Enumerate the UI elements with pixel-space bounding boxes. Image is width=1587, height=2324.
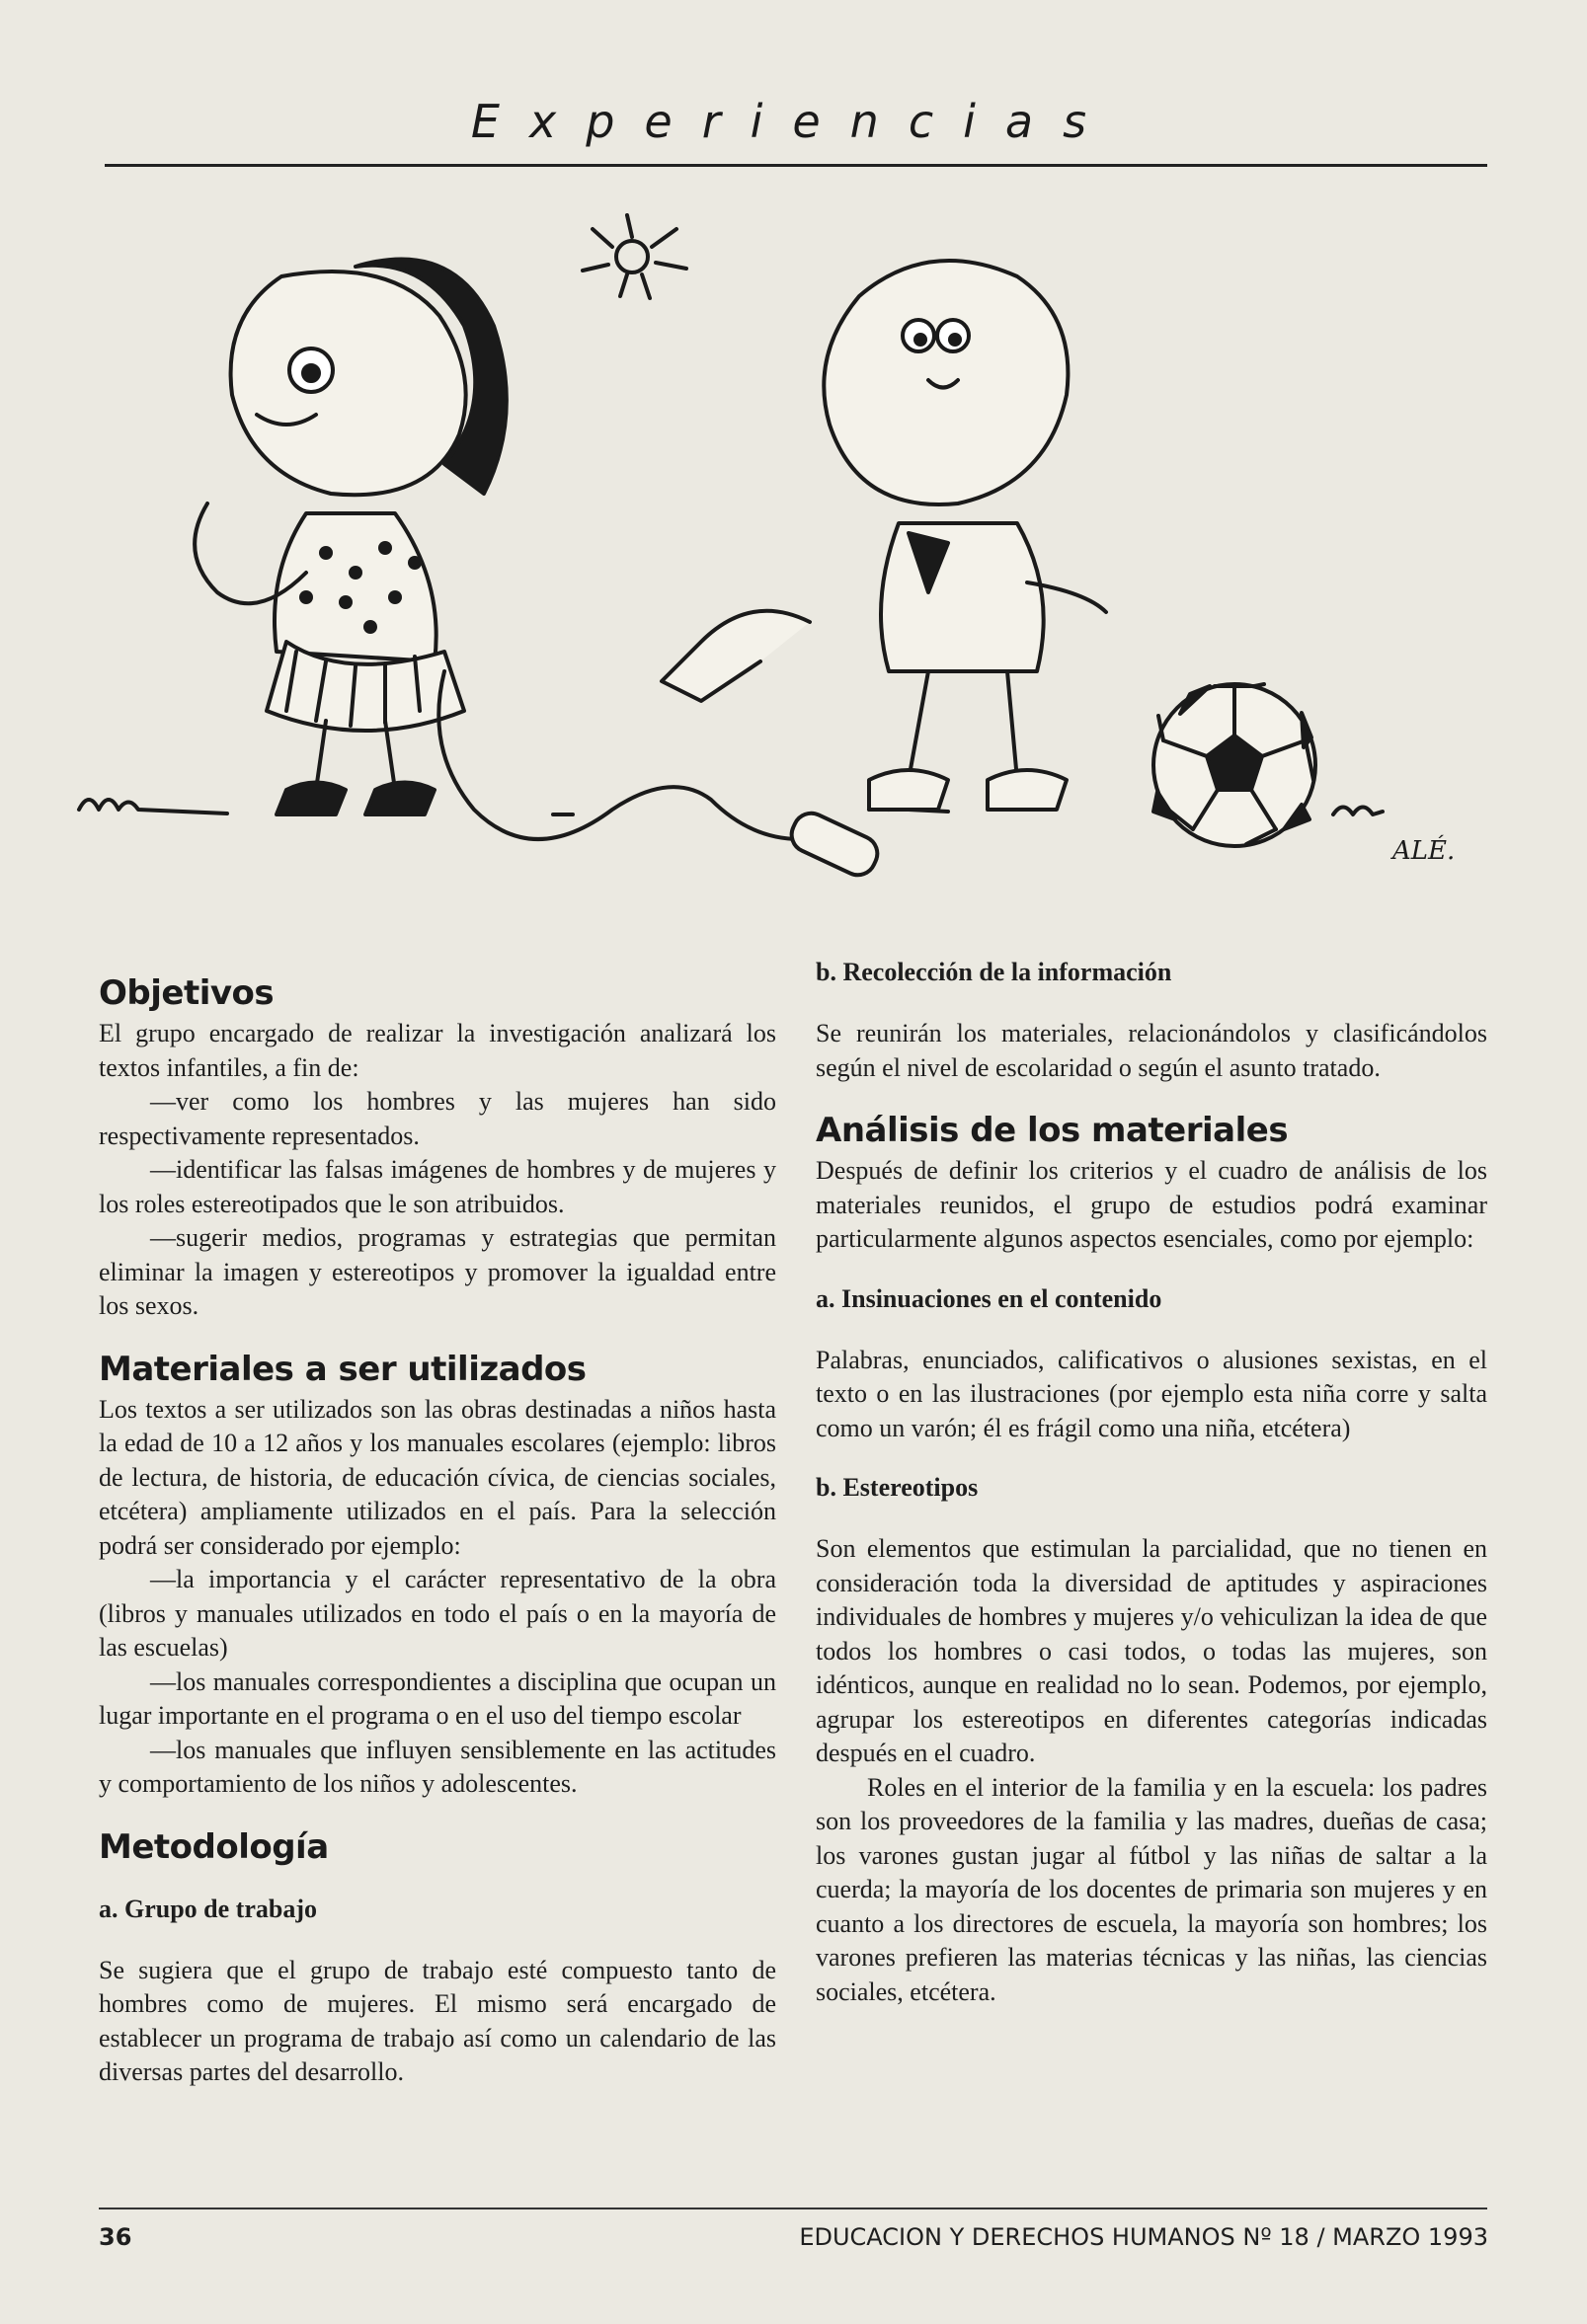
metodologia-heading: Metodología [99, 1826, 329, 1867]
artist-signature: ALÉ. [1392, 836, 1456, 866]
objetivos-item: —identificar las falsas imágenes de hombres y de mujeres y los roles estereotipados que le son atribuidos. [99, 1155, 776, 1218]
analisis-intro: Después de definir los criterios y el cuadro de análisis de los materiales reunidos, el grupo de estudios podrá examinar particularmente algunos aspectos esenciales, como por ejemplo: [816, 1156, 1487, 1253]
objetivos-item: —ver como los hombres y las mujeres han sido respectivamente representados. [99, 1087, 776, 1150]
materiales-intro: Los textos a ser utilizados son las obras destinadas a niños hasta la edad de 10 a 12 años y los manuales escolares (ejemplo: libros de lectura, de historia, de educación cívica, de ciencias sociales, etcétera) ampliamente utilizados en el país. Para la selección podrá ser considerado por ejemplo: [99, 1394, 776, 1560]
girl-figure [195, 260, 507, 815]
right-column [816, 948, 1487, 2009]
left-column [99, 948, 776, 2090]
jump-rope [438, 671, 800, 839]
boy-figure [662, 261, 1106, 810]
grupo-trabajo-subheading: a. Grupo de trabajo [99, 1894, 317, 1923]
ground-line [79, 800, 227, 813]
objetivos-item: —sugerir medios, programas y estrategias que permitan eliminar la imagen y estereotipos y promover la igualdad entre los sexos. [99, 1223, 776, 1320]
materiales-heading: Materiales a ser utilizados [99, 1349, 587, 1389]
roles-paragraph: Roles en el interior de la familia y en la escuela: los padres son los proveedores de la familia y las madres, dueñas de casa; los varones gustan jugar al fútbol y las niñas de saltar a la cuerda; la mayoría de los docentes de primaria son mujeres y en cuanto a los directores de escuela, la mayoría son hombres; los varones prefieren las materias técnicas y las niñas, las ciencias sociales, etcétera. [816, 1772, 1487, 2006]
objetivos-intro: El grupo encargado de realizar la investigación analizará los textos infantiles, a fin de: [99, 1019, 776, 1082]
cartoon-illustration [59, 207, 1481, 958]
estereotipos-paragraph: Son elementos que estimulan la parcialidad, que no tienen en consideración toda la diversidad de aptitudes y aspiraciones individuales de hombres y mujeres y/o vehiculizan la idea de que todos los hombres o casi todos, o todas las mujeres, son idénticos, aunque en realidad no lo sean. Podemos, por ejemplo, agrupar los estereotipos en diferentes categorías indicadas después en el cuadro. [816, 1534, 1487, 1767]
header-rule [105, 164, 1487, 167]
objetivos-heading: Objetivos [99, 973, 275, 1013]
section-title: Experiencias [470, 95, 1117, 148]
publication-footer: EDUCACION Y DERECHOS HUMANOS Nº 18 / MARZO 1993 [799, 2223, 1488, 2251]
grupo-trabajo-paragraph: Se sugiera que el grupo de trabajo esté compuesto tanto de hombres como de mujeres. El mismo será encargado de establecer un programa de trabajo así como un calendario de las diversas partes del desarrollo. [99, 1955, 776, 2086]
recoleccion-paragraph: Se reunirán los materiales, relacionándolos y clasificándolos según el nivel de escolaridad o según el asunto tratado. [816, 1019, 1487, 1082]
insinuaciones-subheading: a. Insinuaciones en el contenido [816, 1283, 1162, 1313]
page-number: 36 [99, 2223, 132, 2251]
recoleccion-subheading: b. Recolección de la información [816, 958, 1172, 986]
footer-rule [99, 2208, 1487, 2209]
materiales-item: —los manuales que influyen sensiblemente en las actitudes y comportamiento de los niños y adolescentes. [99, 1735, 776, 1798]
soccer-ball-icon [1153, 684, 1315, 846]
insinuaciones-paragraph: Palabras, enunciados, calificativos o alusiones sexistas, en el texto o en las ilustraciones (por ejemplo esta niña corre y salta como un varón; él es frágil como una niña, etcétera) [816, 1345, 1487, 1442]
sun-icon [583, 215, 686, 298]
materiales-item: —la importancia y el carácter representativo de la obra (libros y manuales utilizados en todo el país o en la mayoría de las escuelas) [99, 1565, 776, 1662]
estereotipos-subheading: b. Estereotipos [816, 1473, 979, 1502]
materiales-item: —los manuales correspondientes a disciplina que ocupan un lugar importante en el programa o en el uso del tiempo escolar [99, 1666, 776, 1730]
analisis-heading: Análisis de los materiales [816, 1111, 1289, 1150]
